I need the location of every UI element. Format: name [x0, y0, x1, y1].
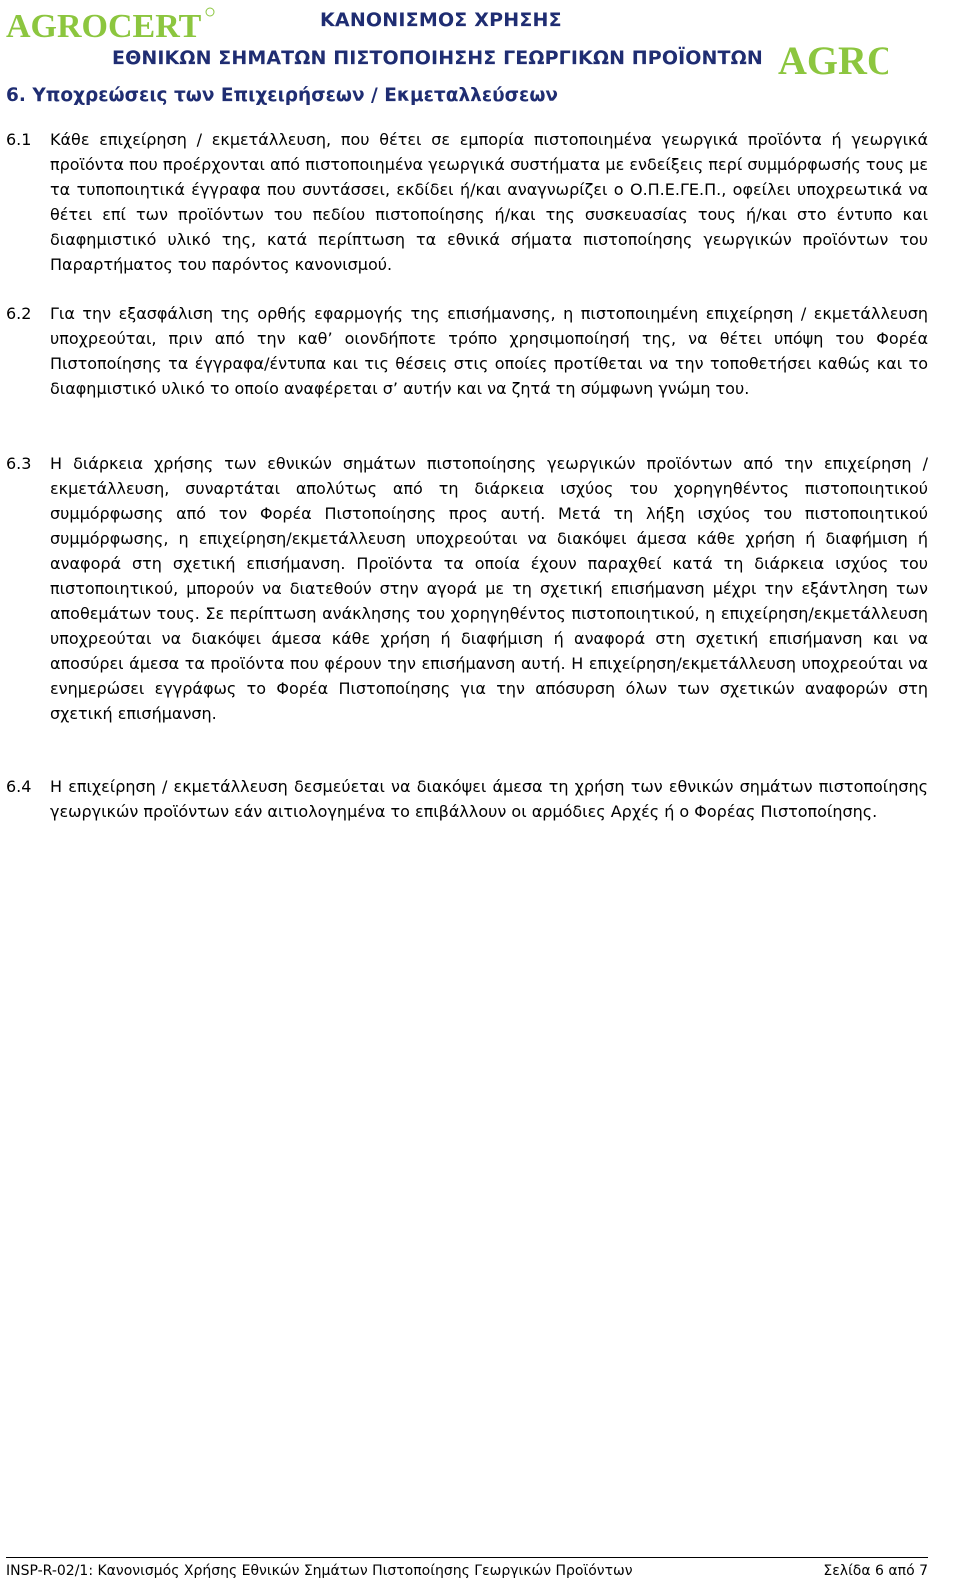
- agrocert-logo-graphic: [6, 4, 216, 46]
- clause-6-3: [6, 451, 928, 726]
- clause-number: 6.1: [6, 130, 32, 149]
- clause-number: 6.4: [6, 777, 32, 796]
- clause-6-2: [6, 301, 928, 401]
- agrocert-logo: [6, 4, 216, 46]
- header-title-line1: ΚΑΝΟΝΙΣΜΟΣ ΧΡΗΣΗΣ: [320, 9, 562, 31]
- footer-page-number: Σελίδα 6 από 7: [823, 1563, 928, 1579]
- clause-number: 6.3: [6, 454, 32, 473]
- footer-divider: [6, 1557, 928, 1558]
- clause-text: Για την εξασφάλιση της ορθής εφαρμογής της επισήμανσης, η πιστοποιημένη επιχείρηση / εκμετάλλευση υποχρεούται, πριν από την καθ’ οιονδήποτε τρόπο χρησιμοποίησή της, να θέτει υπόψη του Φορέα Πιστοποίησης τα έγγραφα/έντυπα και τις θέσεις στις οποίες προτίθεται να την τοποθετήσει καθώς και το διαφημιστικό υλικό το οποίο αναφέρεται σ’ αυτήν και να ζητά τη σύμφωνη γνώμη του.: [50, 304, 928, 398]
- clause-text: Η επιχείρηση / εκμετάλλευση δεσμεύεται να διακόψει άμεσα τη χρήση των εθνικών σημάτων πιστοποίησης γεωργικών προϊόντων εάν αιτιολογημένα το επιβάλλουν οι αρμόδιες Αρχές ή ο Φορέας Πιστοποίησης.: [50, 777, 928, 821]
- clause-6-4: [6, 774, 928, 824]
- clause-text: Κάθε επιχείρηση / εκμετάλλευση, που θέτει σε εμπορία πιστοποιημένα γεωργικά προϊόντα ή γεωργικά προϊόντα που προέρχονται από πιστοποιημένα γεωργικά συστήματα με ενδείξεις περί συμμόρφωσής τους με τα τυποποιητικά έγγραφα που συντάσσει, εκδίδει ή/και αναγνωρίζει ο Ο.Π.Ε.ΓΕ.Π., οφείλει υποχρεωτικά να θέτει επί των προϊόντων του πεδίου πιστοποίησης ή/και της συσκευασίας τους ή/και στο έντυπο και διαφημιστικό υλικό της, κατά περίπτωση τα εθνικά σήματα πιστοποίησης γεωργικών προϊόντων του Παραρτήματος του παρόντος κανονισμού.: [50, 130, 928, 274]
- agro-logo: [778, 38, 888, 84]
- agro-logo-text: AGRO: [778, 38, 888, 83]
- section-heading: 6. Υποχρεώσεις των Επιχειρήσεων / Εκμεταλλεύσεων: [6, 85, 559, 106]
- footer-document-ref: INSP-R-02/1: Κανονισμός Χρήσης Εθνικών Σημάτων Πιστοποίησης Γεωργικών Προϊόντων: [6, 1563, 633, 1579]
- agrocert-logo-text: AGROCERT: [6, 8, 202, 45]
- clause-number: 6.2: [6, 304, 32, 323]
- clause-6-1: [6, 127, 928, 277]
- clause-text: Η διάρκεια χρήσης των εθνικών σημάτων πιστοποίησης γεωργικών προϊόντων από την επιχείρηση /εκμετάλλευση, συναρτάται απολύτως από τη διάρκεια ισχύος του χορηγηθέντος πιστοποιητικού συμμόρφωσης από τον Φορέα Πιστοποίησης προς αυτή. Μετά τη λήξη ισχύος του πιστοποιητικού συμμόρφωσης, η επιχείρηση/εκμετάλλευση υποχρεούται να διακόψει άμεσα κάθε χρήση ή διαφήμιση ή αναφορά στη σχετική επισήμανση. Προϊόντα τα οποία έχουν παραχθεί κατά τη διάρκεια ισχύος του πιστοποιητικού, μπορούν να διατεθούν στην αγορά με τη σχετική επισήμανση μέχρι την εξάντληση των αποθεμάτων τους. Σε περίπτωση ανάκλησης του χορηγηθέντος πιστοποιητικού, η επιχείρηση/εκμετάλλευση υποχρεούται να διακόψει άμεσα κάθε χρήση ή διαφήμιση ή αναφορά στη σχετική επισήμανση και να αποσύρει άμεσα τα προϊόντα που φέρουν την επισήμανση αυτή. Η επιχείρηση/εκμετάλλευση υποχρεούται να ενημερώσει εγγράφως το Φορέα Πιστοποίησης για την απόσυρση όλων των σχετικών αναφορών στη σχετική επισήμανση.: [50, 454, 928, 723]
- header-title-line2: ΕΘΝΙΚΩΝ ΣΗΜΑΤΩΝ ΠΙΣΤΟΠΟΙΗΣΗΣ ΓΕΩΡΓΙΚΩΝ ΠΡΟΪΟΝΤΩΝ: [112, 47, 763, 69]
- agro-logo-graphic: [778, 38, 888, 84]
